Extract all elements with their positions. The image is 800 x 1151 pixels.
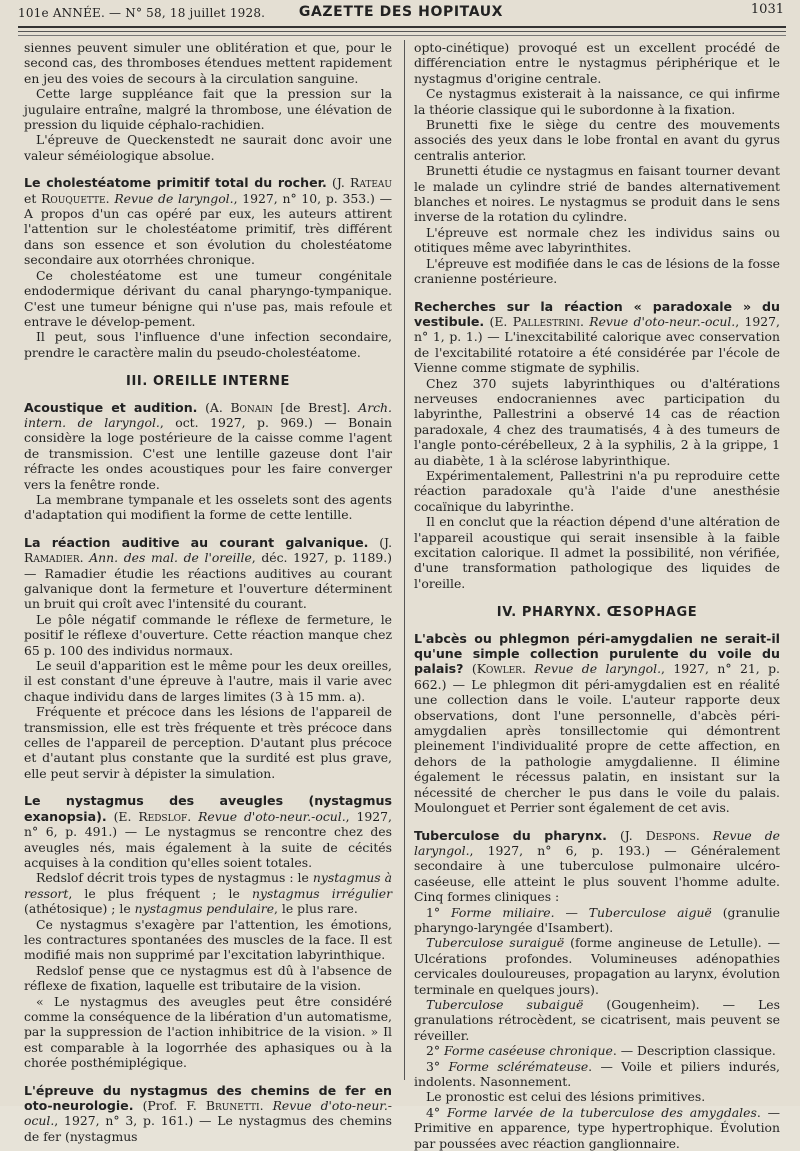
article-body: , 1927, n° 6, p. 491.) — Le nystagmus se rencontre chez des aveugles nés, mais également à la suite de cécités acquises à la condition qu'elles soient totales. (24, 808, 392, 870)
text-run: [de Brest]. (272, 399, 359, 415)
paragraph: siennes peuvent simuler une oblitération et que, pour le second cas, des thromboses étendues mettent rapidement en jeu des voies de secours à la circulation sanguine. (24, 40, 392, 86)
article-galvanique (24, 535, 392, 612)
italic-term: Forme sclérémateuse (448, 1058, 589, 1074)
paragraph: Expérimentalement, Pallestrini n'a pu reproduire cette réaction paradoxale qu'à l'aide d'une anesthésie cocaïnique du labyrinthe. (414, 467, 780, 514)
text-run: 4° (426, 1104, 447, 1120)
paragraph: Ce nystagmus s'exagère par l'attention, les émotions, les contractures spontanées des muscles de la face. Il est modifié mais non supprimé par l'excitation labyrinthique. (24, 916, 392, 963)
article-title: L'épreuve du nystagmus des chemins de fer en oto-neurologie. (24, 1082, 392, 1113)
italic-term: Tuberculose subaiguë (426, 996, 584, 1012)
article-body: , déc. 1927, p. 1189.) — Ramadier étudie les réactions auditives au courant galvanique dont la fermeture et l'ouverture déterminent un bruit qui croît avec l'intensité du courant. (24, 550, 392, 612)
paragraph: L'épreuve est normale chez les individus sains ou otitiques même avec labyrinthites. (414, 224, 780, 256)
article-tuberculose-pharynx (414, 828, 780, 905)
text-run: , le plus fréquent ; le (68, 885, 252, 901)
article-nystagmus-chemins-de-fer (24, 1083, 392, 1145)
text-run: Redslof décrit trois types de nystagmus : le (36, 870, 313, 886)
text-run: 1° (426, 904, 452, 920)
text-run: . (521, 661, 535, 677)
article-title: Recherches sur la réaction « paradoxale » du vestibule. (414, 298, 780, 329)
paragraph: Le pronostic est celui des lésions primitives. (426, 1089, 706, 1105)
text-run: (E. (484, 313, 513, 329)
journal-name: Arch. intern. de laryngol. (24, 399, 392, 430)
journal-name: Revue d'oto-neur.-ocul. (24, 1098, 392, 1129)
journal-name: Revue de laryngol. (114, 190, 234, 206)
article-acoustique (24, 400, 392, 492)
text-run: . (259, 1098, 273, 1113)
text-run: (Prof. F. (133, 1098, 206, 1113)
paragraph: Cette large suppléance fait que la pression sur la jugulaire entraîne, malgré la thrombose, une élévation de pression du liquide céphalo-rachidien. (24, 86, 392, 133)
text-run: . (695, 827, 713, 843)
author-name: Kowler (476, 661, 522, 677)
text-run: et (24, 190, 42, 206)
italic-term: Tuberculose suraiguë (426, 935, 565, 951)
paragraph: opto-cinétique) provoqué est un excellent procédé de différenciation entre le nystagmus périphérique et le nystagmus d'origine centrale. (414, 40, 780, 86)
journal-name: Revue d'oto-neur.-ocul. (589, 313, 736, 329)
text-run: . (579, 313, 590, 329)
paragraph: Brunetti étudie ce nystagmus en faisant tourner devant le malade un cylindre strié de bandes alternativement blanches et noires. Le nystagmus se produit dans le sens inverse de la rotation du cylindre. (414, 163, 780, 225)
clinical-form-item (414, 1105, 780, 1151)
paragraph: Fréquente et précoce dans les lésions de l'appareil de transmission, elle est très fréquente et très précoce dans celles de l'appareil de perception. D'autant plus précoce et d'autant plus constante que la surdité est plus grave, elle peut servir à dépister la simulation. (24, 704, 392, 781)
article-cholesteatome (24, 175, 392, 267)
journal-name: Revue d'oto-neur.-ocul. (198, 808, 346, 824)
author-name: Despons (645, 827, 696, 843)
author-name: Rateau (350, 175, 392, 191)
italic-term: Forme larvée de la tuberculose des amygdales (446, 1104, 757, 1120)
text-run: (J. (368, 534, 393, 550)
italic-term: Forme caséeuse chronique (444, 1043, 613, 1059)
journal-name: Revue de laryngol. (534, 661, 662, 677)
header-rule (18, 26, 786, 28)
article-title: Acoustique et audition. (24, 399, 198, 415)
text-run: (Gougenheim). — Les granulations rétrocèdent, se cicatrisent, mais peuvent se réveiller. (414, 996, 780, 1043)
clinical-form-item (414, 1059, 780, 1090)
italic-term: Forme miliaire. — Tuberculose aiguë (451, 904, 712, 920)
italic-term: nystagmus pendulaire (134, 901, 275, 917)
text-run: (athétosique) ; le (24, 901, 135, 917)
article-title: Le cholestéatome primitif total du rocher. (24, 175, 327, 191)
article-body: , 1927, n° 3, p. 161.) — Le nystagmus des chemins de fer (nystagmus (24, 1113, 392, 1144)
text-run: . — Primitive en apparence, type hypertrophique. Évolution par poussées avec réaction ganglionnaire. (414, 1104, 780, 1151)
page-number: 1031 (750, 2, 784, 17)
text-run: , le plus rare. (274, 901, 358, 917)
article-title: Tuberculose du pharynx. (414, 827, 607, 843)
paragraph: Ce cholestéatome est une tumeur congénitale endodermique dérivant du canal pharyngo-tympanique. C'est une tumeur bénigne qui n'use pas, mais refoule et entrave le dévelop-pement. (24, 267, 392, 329)
article-title: La réaction auditive au courant galvanique. (24, 534, 369, 550)
article-body: , oct. 1927, p. 969.) — Bonain considère la loge postérieure de la caisse comme l'agent de transmission. C'est une lentille gazeuse dont l'air réfracte les ondes acoustiques pour les faire converger vers la fenêtre ronde. (24, 414, 392, 492)
text-run: (J. (326, 175, 350, 191)
clinical-form-item (414, 997, 780, 1043)
text-run: ( (463, 661, 477, 677)
paragraph: L'épreuve de Queckenstedt ne saurait donc avoir une valeur séméiologique absolue. (24, 132, 392, 163)
clinical-form-item (414, 1043, 780, 1058)
article-body: , 1927, n° 1, p. 1.) — L'inexcitabilité calorique avec conservation de l'excitabilité rotatoire a été considérée par l'école de Vienne comme stigmate de syphilis. (414, 313, 780, 376)
text-run: 3° (426, 1058, 449, 1074)
paragraph: Ce nystagmus existerait à la naissance, ce qui infirme la théorie classique qui le subordonne à la fixation. (414, 86, 780, 117)
paragraph: L'épreuve est modifiée dans le cas de lésions de la fosse cranienne postérieure. (414, 255, 780, 287)
left-column (24, 40, 392, 1144)
paragraph: Il en conclut que la réaction dépend d'une altération de l'appareil acoustique qui serait insensible à la faible excitation calorique. Il admet la possibilité, non vérifiée, d'une transformation pathologique des liquides de l'oreille. (414, 514, 780, 591)
text-run: . — Voile et piliers indurés, indolents. Nasonnement. (414, 1058, 780, 1089)
text-run: 2° (426, 1043, 445, 1059)
text-run: (forme angineuse de Letulle). — Ulcérations profondes. Volumineuses adénopathies cervicales douloureuses, propagation au larynx, évolution terminale en quelques jours). (414, 935, 781, 997)
paragraph: Le pôle négatif commande le réflexe de fermeture, le positif le réflexe d'ouverture. Cette réaction manque chez 65 p. 100 des individus normaux. (24, 611, 392, 658)
article-body: , 1927, n° 21, p. 662.) — Le phlegmon dit péri-amygdalien est en réalité une collection dans le voile. L'auteur rapporte deux observations, dont l'une personnelle, d'abcès péri-amygdalien après tonsillectomie qui démontrent pleinement l'individualité propre de cette affection, en dehors de la pathologie amygdalienne. Il élimine également le récessus palatin, en insistant sur la nécessité de chercher le pus dans le voile du palais. Moulonguet et Perrier sont également de cet avis. (414, 661, 780, 816)
section-heading: III. OREILLE INTERNE (126, 374, 290, 390)
text-run: . (187, 808, 199, 824)
right-column (414, 40, 780, 1151)
author-name: Redslof (138, 808, 188, 824)
text-run: . — Description classique. (612, 1043, 776, 1059)
paragraph: Le seuil d'apparition est le même pour les deux oreilles, il est constant d'une épreuve à l'autre, mais il varie avec chaque individu dans de larges limites (3 à 15 mm. a). (24, 658, 392, 704)
paragraph: Il peut, sous l'influence d'une infection secondaire, prendre le caractère malin du pseudo-cholestéatome. (24, 329, 392, 360)
paragraph (24, 870, 392, 916)
italic-term: nystagmus à ressort (24, 870, 392, 901)
article-nystagmus-aveugles (24, 793, 392, 870)
text-run: (granulie pharyngo-laryngée d'Isambert). (414, 904, 780, 935)
text-run: (J. (606, 827, 646, 843)
text-run: (E. (106, 808, 139, 824)
paragraph: Brunetti fixe le siège du centre des mouvements associés des yeux dans le lobe frontal en avant du gyrus centralis anterior. (414, 117, 780, 163)
author-name: Bonain (230, 399, 273, 415)
article-reaction-paradoxale (414, 299, 780, 376)
text-run: . (79, 550, 90, 566)
paragraph: Redslof pense que ce nystagmus est dû à l'absence de réflexe de fixation, laquelle est tributaire de la vision. (24, 962, 392, 994)
paragraph: « Le nystagmus des aveugles peut être considéré comme la conséquence de la libération d'un automatisme, par la suppression de l'action inhibitrice de la vision. » Il est comparable à la logorrhée des aphasiques ou à la chorée posthémiplégique. (24, 993, 392, 1071)
author-name: Pallestrini (512, 313, 580, 329)
article-title: L'abcès ou phlegmon péri-amygdalien ne serait-il qu'une simple collection purulente du voile du palais? (414, 630, 780, 677)
article-body: , 1927, n° 10, p. 353.) — A propos d'un cas opéré par eux, les auteurs attirent l'attention sur le cholestéatome primitif, très différent dans son essence et son évolution du cholestéatome secondaire aux otorrhées chronique. (24, 190, 392, 268)
issue-info: 101e ANNÉE. — N° 58, 18 juillet 1928. (18, 6, 266, 20)
section-heading: IV. PHARYNX. ŒSOPHAGE (496, 605, 698, 621)
paragraph: La membrane tympanale et les osselets sont des agents d'adaptation qui modifient la forme de cette lentille. (24, 491, 392, 523)
header-rule-thin (18, 31, 786, 32)
italic-term: nystagmus irrégulier (251, 885, 392, 901)
column-divider (404, 40, 405, 1080)
author-name: Rouquette (41, 190, 106, 206)
masthead-title: GAZETTE DES HOPITAUX (298, 4, 504, 20)
article-body: , 1927, n° 6, p. 193.) — Généralement secondaire à une tuberculose pulmonaire ulcéro-caséeuse, elle atteint le plus souvent l'homme adulte. Cinq formes cliniques : (414, 842, 780, 905)
clinical-form-item (414, 905, 780, 936)
article-abces-peri-amygdalien (414, 631, 780, 816)
header-rule-hair (18, 35, 786, 36)
text-run: . (105, 190, 115, 206)
article-title: Le nystagmus des aveugles (nystagmus exanopsia). (24, 793, 392, 824)
paragraph: Chez 370 sujets labyrinthiques ou d'altérations nerveuses endocraniennes avec participation du labyrinthe, Pallestrini a observé 14 cas de réaction paradoxale, 4 chez des traumatisés, 4 à des tumeurs de l'angle ponto-cérébelleux, 2 à la syphilis, 2 à la grippe, 1 au diabète, 1 à la sclérose labyrinthique. (414, 375, 780, 468)
journal-name: Ann. des mal. de l'oreille (89, 550, 252, 566)
clinical-form-item (414, 935, 780, 997)
journal-name: Revue de laryngol. (414, 827, 780, 858)
author-name: Ramadier (24, 550, 80, 566)
text-run: (A. (197, 399, 231, 415)
page-header (16, 2, 786, 24)
author-name: Brunetti (205, 1098, 260, 1113)
